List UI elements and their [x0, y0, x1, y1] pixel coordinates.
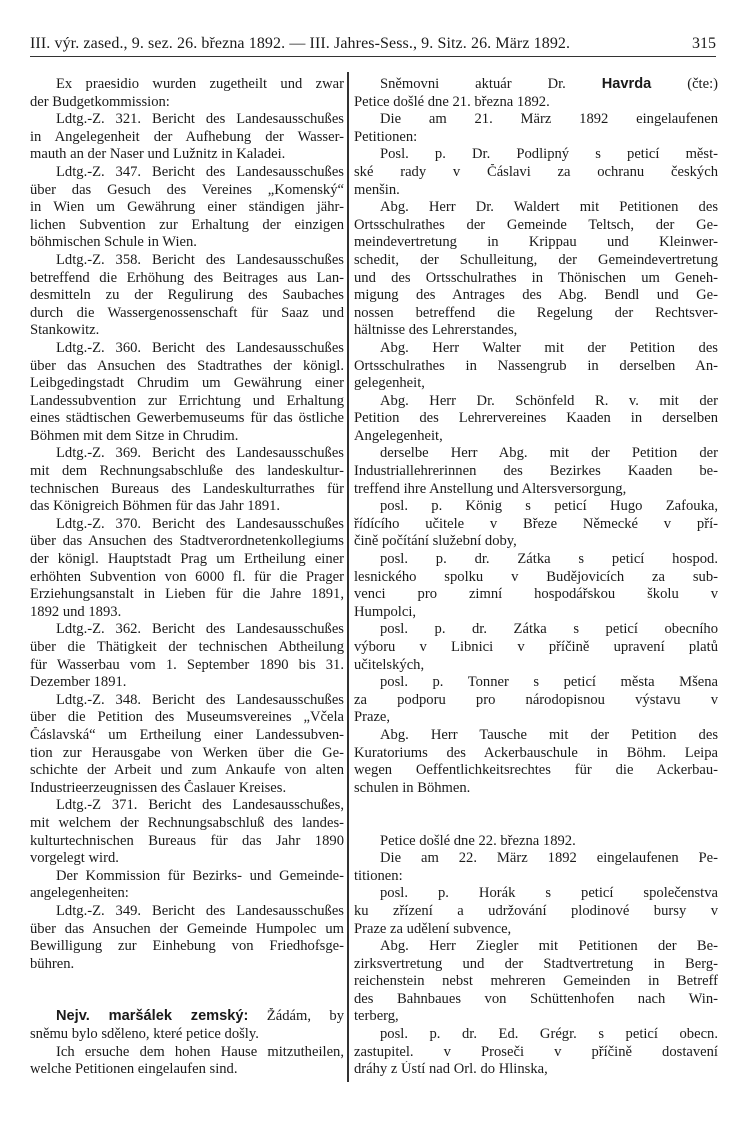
- text-line: [30, 287, 344, 305]
- text-line: [354, 639, 718, 657]
- text-run: Sněmovni aktuár Dr.: [380, 76, 602, 92]
- text-run: lesnického spolku v Budějovicích za sub-: [354, 568, 718, 585]
- text-run: Petice došlé dne 21. března 1892.: [354, 93, 550, 110]
- text-run: Kuratoriums des Ackerbauschule in Böhm. Leipa: [354, 744, 718, 761]
- text-run: mauth an der Naser und Lužnitz in Kaladei.: [30, 146, 286, 163]
- text-run: hältnisse des Lehrerstandes,: [354, 322, 518, 339]
- column-divider: [347, 72, 349, 1082]
- text-run: ské rady v Čáslavi za ochranu českých: [354, 163, 718, 180]
- text-line: [354, 463, 718, 481]
- text-line: [30, 604, 344, 622]
- text-run: Ich ersuche dem hohen Hause mitzutheilen,: [56, 1043, 344, 1060]
- text-run: in Angelegenheit der Aufhebung der Wasser-: [30, 128, 344, 145]
- text-line: [354, 287, 718, 305]
- text-line: [30, 234, 344, 252]
- text-run: bühren.: [30, 955, 75, 972]
- text-line: [354, 569, 718, 587]
- text-line: [30, 569, 344, 587]
- text-run: über das Gesuch des Vereines „Komenský“: [30, 181, 344, 198]
- running-header: [30, 33, 716, 57]
- text-run: durch die Wassergenossenschaft für Saaz und: [30, 304, 344, 321]
- text-run: Ldtg.-Z. 321. Bericht des Landesausschußes: [56, 111, 344, 128]
- text-line: [30, 516, 344, 534]
- text-run: über die Thätigkeit der technischen Abtheilung: [30, 639, 344, 655]
- text-line: [354, 533, 718, 551]
- text-run: sněmu bylo sděleno, které petice došly.: [30, 1026, 259, 1043]
- text-line: [354, 780, 718, 798]
- text-run: Ldtg.-Z. 348. Bericht des Landesausschußes: [56, 691, 344, 708]
- text-run: Industriallehrerinnen des Bezirkes Kaaden be-: [354, 463, 718, 480]
- text-run: Ortsschulrathes in Nassengrub in derselben An-: [354, 357, 718, 374]
- text-line: [30, 938, 344, 956]
- text-run: Ldtg.-Z. 360. Bericht des Landesausschußes: [56, 339, 344, 356]
- text-run: Dezember 1891.: [30, 674, 127, 691]
- text-line: [354, 322, 718, 340]
- text-line: [354, 393, 718, 411]
- text-line: [30, 745, 344, 763]
- text-line: [30, 921, 344, 939]
- text-run: posl. p. König s peticí Hugo Zafouka,: [380, 498, 718, 515]
- text-run: Ldtg.-Z 371. Bericht des Landesausschußes,: [56, 797, 344, 814]
- text-run: Posl. p. Dr. Podlipný s peticí měst-: [380, 146, 718, 163]
- text-line: [354, 551, 718, 569]
- text-run: Ldtg.-Z. 347. Bericht des Landesausschußes: [56, 163, 344, 180]
- text-run: Ldtg.-Z. 362. Bericht des Landesausschußes: [56, 621, 344, 638]
- text-run: Abg. Herr Walter mit der Petition des: [380, 339, 718, 356]
- text-line: [30, 885, 344, 903]
- text-run: Abg. Herr Dr. Schönfeld R. v. mit der: [380, 392, 718, 409]
- text-run: über das Ansuchen der Gemeinde Humpolec um: [30, 920, 344, 937]
- text-run: Landessubvention zur Errichtung und Erhaltung: [30, 392, 344, 409]
- text-run: für Wasserbau vom 1. September 1890 bis 31.: [30, 656, 344, 673]
- text-line: [354, 815, 718, 833]
- text-line: [30, 199, 344, 217]
- text-line: [30, 410, 344, 428]
- text-line: [354, 94, 718, 112]
- text-run: nossen betreffend die Regelung der Rechtsver-: [354, 304, 718, 321]
- text-line: [30, 586, 344, 604]
- text-line: [30, 639, 344, 657]
- text-run: terberg,: [354, 1008, 399, 1025]
- text-run: Ldtg.-Z. 369. Bericht des Landesausschußes: [56, 445, 344, 462]
- text-run: desmitteln zu der Regulirung des Saubaches: [30, 287, 344, 304]
- text-line: [30, 956, 344, 974]
- text-line: [354, 833, 718, 851]
- text-run: Petition des Lehrervereines Kaaden in derselben: [354, 410, 718, 427]
- text-run: über die Petition des Museumsvereines „Včela: [30, 709, 344, 726]
- text-run: Die am 22. März 1892 eingelaufenen Pe-: [380, 850, 718, 867]
- text-line: [354, 885, 718, 903]
- text-line: [354, 182, 718, 200]
- text-run: schichte der Arbeit und zum Ankaufe von alten: [30, 762, 344, 779]
- text-line: [30, 164, 344, 182]
- text-run: über das Ansuchen des Stadtverordnetenkollegiums: [30, 533, 344, 550]
- text-run: technischen Bureaus des Landeskulturrathes für: [30, 480, 344, 497]
- text-line: [30, 340, 344, 358]
- text-line: [30, 1008, 344, 1026]
- text-line: [354, 727, 718, 745]
- text-run: wegen Oeffentlichkeitsrechtes für die Ackerbau-: [354, 762, 718, 779]
- text-line: [354, 991, 718, 1009]
- text-line: [354, 850, 718, 868]
- text-run: Praze za udělení subvence,: [354, 920, 512, 937]
- text-line: [30, 551, 344, 569]
- text-line: [30, 305, 344, 323]
- speaker-name: Nejv. maršálek zemský:: [56, 1008, 249, 1025]
- text-line: [30, 375, 344, 393]
- text-run: učitelských,: [354, 656, 425, 673]
- text-line: [30, 393, 344, 411]
- text-line: [30, 709, 344, 727]
- text-line: [30, 762, 344, 780]
- text-run: Ex praesidio wurden zugetheilt und zwar: [56, 76, 344, 92]
- text-run: výboru v Libnici v příčině upravení platů: [354, 639, 718, 655]
- text-run: tion zur Herausgabe von Werken über die Ge-: [30, 744, 344, 761]
- text-line: [30, 445, 344, 463]
- text-line: [354, 797, 718, 815]
- text-line: [354, 129, 718, 147]
- text-line: [30, 94, 344, 112]
- text-run: Ldtg.-Z. 349. Bericht des Landesausschußes: [56, 902, 344, 919]
- text-run: (čte:): [651, 76, 718, 92]
- text-line: [30, 692, 344, 710]
- text-line: [354, 270, 718, 288]
- text-run: Böhmen mit dem Sitze in Chrudim.: [30, 427, 239, 444]
- text-line: [354, 375, 718, 393]
- text-run: eines städtischen Gewerbemuseums für das östliche: [30, 410, 344, 427]
- text-line: [30, 797, 344, 815]
- text-run: posl. p. Horák s peticí společenstva: [380, 885, 718, 902]
- text-run: mit welchem der Rechnungsabschluß des landes-: [30, 814, 344, 831]
- text-run: Leibgedingstadt Chrudim um Gewährung einer: [30, 375, 344, 392]
- header-title: III. výr. zased., 9. sez. 26. března 1892. — III. Jahres-Sess., 9. Sitz. 26. März 1892.: [30, 35, 571, 52]
- text-run: menšin.: [354, 181, 400, 198]
- page-number: 315: [692, 35, 716, 52]
- text-run: posl. p. dr. Zátka s peticí hospod.: [380, 551, 718, 568]
- text-run: reichenstein nebst mehreren Gemeinden in Betreff: [354, 973, 718, 990]
- text-line: [354, 164, 718, 182]
- text-line: [354, 305, 718, 323]
- text-run: vorgelegt wird.: [30, 850, 119, 867]
- text-line: [30, 129, 344, 147]
- text-run: welche Petitionen eingelaufen sind.: [30, 1061, 238, 1078]
- text-line: [354, 516, 718, 534]
- text-line: [30, 463, 344, 481]
- text-line: [30, 815, 344, 833]
- text-run: Ortsschulrathes der Gemeinde Teltsch, der Ge-: [354, 216, 718, 233]
- text-run: Abg. Herr Dr. Waldert mit Petitionen des: [380, 199, 718, 216]
- text-run: Stankowitz.: [30, 322, 100, 339]
- text-run: migung des Antrages des Abg. Bendl und Ge-: [354, 287, 718, 304]
- text-run: schedit, der Schulleitung, der Gemeindevertretung: [354, 251, 718, 268]
- text-line: [354, 217, 718, 235]
- text-run: über das Ansuchen des Stadtrathes der königl.: [30, 357, 344, 374]
- text-line: [354, 692, 718, 710]
- text-run: titionen:: [354, 867, 403, 884]
- text-line: [354, 657, 718, 675]
- text-run: Ldtg.-Z. 358. Bericht des Landesausschußes: [56, 251, 344, 268]
- text-run: in Wien um Gewährung einer ständigen jähr-: [30, 199, 344, 216]
- text-run: treffend ihre Anstellung und Altersversorgung,: [354, 480, 627, 497]
- text-run: Der Kommission für Bezirks- und Gemeinde-: [56, 867, 344, 884]
- text-line: [30, 868, 344, 886]
- text-run: Angelegenheit,: [354, 427, 443, 444]
- text-run: Žádám, by: [248, 1008, 344, 1025]
- text-run: dráhy z Ústí nad Orl. do Hlinska,: [354, 1061, 548, 1078]
- text-line: [354, 1061, 718, 1079]
- text-line: [30, 533, 344, 551]
- text-line: [30, 322, 344, 340]
- text-line: [354, 498, 718, 516]
- text-run: venci pro zimní hospodářskou školu v: [354, 586, 718, 603]
- text-line: [354, 956, 718, 974]
- text-line: [354, 1044, 718, 1062]
- text-run: der königl. Hauptstadt Prag um Ertheilung einer: [30, 551, 344, 568]
- text-run: der Budgetkommission:: [30, 93, 170, 110]
- text-run: Industrieerzeugnissen des Časlauer Kreises.: [30, 779, 287, 796]
- text-run: za podporu pro národopisnou výstavu v: [354, 691, 718, 708]
- text-line: [30, 252, 344, 270]
- text-run: lichen Subvention zur Erhaltung der einzigen: [30, 216, 344, 233]
- text-run: böhmischen Schule in Wien.: [30, 234, 197, 251]
- text-run: Petice došlé dne 22. března 1892.: [380, 832, 576, 849]
- text-line: [354, 410, 718, 428]
- text-line: [354, 586, 718, 604]
- text-line: [354, 921, 718, 939]
- text-run: mit dem Rechnungsabschluße des landeskultur-: [30, 463, 344, 480]
- text-line: [354, 199, 718, 217]
- text-run: 1892 und 1893.: [30, 603, 122, 620]
- text-line: [30, 76, 344, 94]
- text-line: [30, 657, 344, 675]
- text-line: [30, 1044, 344, 1062]
- text-run: kulturtechnischen Bureaus für das Jahr 1890: [30, 832, 344, 849]
- text-line: [354, 340, 718, 358]
- text-run: Čáslavská“ um Ertheilung einer Landessubven-: [30, 726, 344, 743]
- text-line: [354, 146, 718, 164]
- text-run: ku zřízení a udržování plodinové bursy v: [354, 902, 718, 919]
- text-line: [30, 498, 344, 516]
- text-run: Humpolci,: [354, 603, 417, 620]
- speaker-name: Havrda: [601, 76, 652, 92]
- text-run: zirksvertretung und der Stadtvertretung in Berg-: [354, 955, 718, 972]
- text-line: [30, 674, 344, 692]
- right-column: [354, 76, 718, 1079]
- text-line: [354, 762, 718, 780]
- text-line: [354, 1026, 718, 1044]
- text-line: [30, 621, 344, 639]
- text-line: [30, 111, 344, 129]
- text-run: zastupitel. v Proseči v příčině dostavení: [354, 1043, 718, 1060]
- text-line: [30, 973, 344, 991]
- text-line: [30, 1026, 344, 1044]
- text-line: [354, 445, 718, 463]
- text-line: [354, 428, 718, 446]
- text-line: [354, 1008, 718, 1026]
- text-line: [354, 481, 718, 499]
- text-line: [354, 604, 718, 622]
- text-run: Die am 21. März 1892 eingelaufenen: [380, 111, 718, 128]
- text-line: [354, 973, 718, 991]
- text-line: [30, 991, 344, 1009]
- text-run: Abg. Herr Tausche mit der Petition des: [380, 726, 718, 743]
- text-line: [354, 868, 718, 886]
- text-line: [354, 234, 718, 252]
- text-run: čině počítání služební doby,: [354, 533, 517, 550]
- text-line: [30, 481, 344, 499]
- text-line: [30, 833, 344, 851]
- left-column: [30, 76, 344, 1079]
- text-line: [354, 709, 718, 727]
- text-run: des Bahnbaues von Schüttenhofen nach Win-: [354, 990, 718, 1007]
- text-run: posl. p. dr. Ed. Grégr. s peticí obecn.: [380, 1026, 718, 1043]
- text-run: Bewilligung zur Einhebung von Friedhofsge-: [30, 938, 344, 955]
- text-line: [30, 780, 344, 798]
- text-line: [30, 358, 344, 376]
- text-line: [30, 727, 344, 745]
- text-line: [354, 111, 718, 129]
- text-run: Abg. Herr Ziegler mit Petitionen der Be-: [380, 938, 718, 955]
- text-run: betreffend die Erhöhung des Beitrages aus Lan-: [30, 269, 344, 286]
- text-line: [30, 217, 344, 235]
- text-line: [354, 76, 718, 94]
- text-run: Erziehungsanstalt in Lieben für die Jahre 1891,: [30, 586, 344, 603]
- text-line: [30, 146, 344, 164]
- text-line: [354, 252, 718, 270]
- text-line: [354, 621, 718, 639]
- text-line: [354, 745, 718, 763]
- text-run: Praze,: [354, 709, 391, 726]
- text-run: řídícího učitele v Březe Německé v pří-: [354, 515, 718, 532]
- text-line: [30, 182, 344, 200]
- text-line: [30, 1061, 344, 1079]
- text-line: [30, 428, 344, 446]
- text-run: derselbe Herr Abg. mit der Petition der: [380, 445, 718, 462]
- text-line: [30, 903, 344, 921]
- text-run: angelegenheiten:: [30, 885, 129, 902]
- text-line: [30, 850, 344, 868]
- text-run: Petitionen:: [354, 128, 418, 145]
- text-run: das Königreich Böhmen für das Jahr 1891.: [30, 498, 281, 515]
- text-run: Ldtg.-Z. 370. Bericht des Landesausschußes: [56, 515, 344, 532]
- text-line: [354, 938, 718, 956]
- text-run: gelegenheit,: [354, 375, 425, 392]
- text-run: erhöhten Subvention von 6000 fl. für die Prager: [30, 568, 344, 585]
- text-line: [354, 903, 718, 921]
- text-run: und des Ortsschulrathes in Thönischen um Geneh-: [354, 269, 718, 286]
- text-run: posl. p. dr. Zátka s peticí obecního: [380, 621, 718, 638]
- text-line: [354, 674, 718, 692]
- text-run: meindevertretung in Krippau und Kleinwer-: [354, 234, 718, 251]
- text-line: [354, 358, 718, 376]
- text-run: schulen in Böhmen.: [354, 779, 471, 796]
- text-line: [30, 270, 344, 288]
- text-run: posl. p. Tonner s peticí města Mšena: [380, 674, 718, 691]
